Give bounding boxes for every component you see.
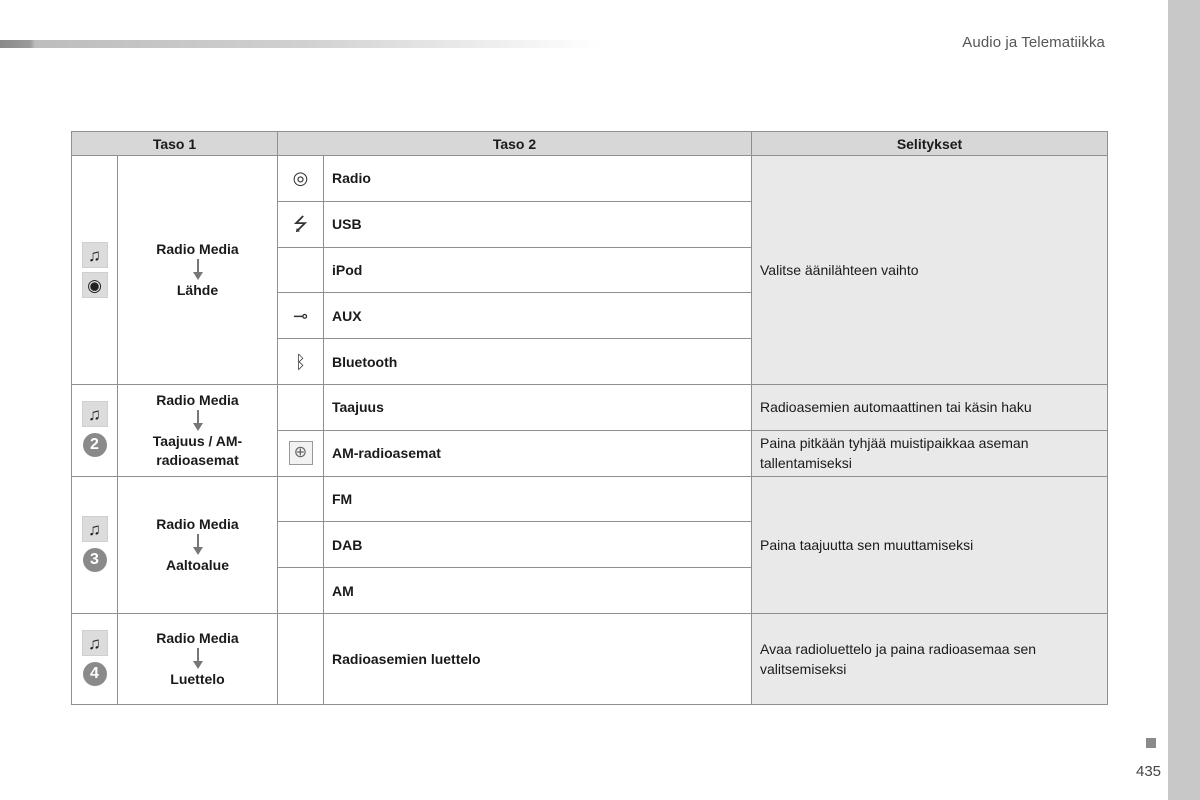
level2-icon-cell	[278, 522, 324, 568]
table-row	[72, 613, 1108, 704]
arrow-down-icon	[192, 259, 204, 281]
level2-label: Bluetooth	[324, 339, 752, 385]
description-cell: Valitse äänilähteen vaihto	[752, 156, 1108, 385]
level2-icon-cell	[278, 247, 324, 293]
level1-bottom-label: Lähde	[176, 281, 219, 298]
level1-cell	[118, 613, 278, 704]
level1-icons	[72, 156, 118, 385]
level2-label: AM	[324, 568, 752, 614]
side-strip	[1168, 0, 1200, 800]
level1-icons	[72, 613, 118, 704]
level2-icon-cell	[278, 293, 324, 339]
level2-label: Radio	[324, 156, 752, 202]
header-level1: Taso 1	[72, 132, 278, 156]
level2-icon-cell	[278, 384, 324, 430]
page-marker	[1146, 738, 1156, 748]
level1-bottom-label: Luettelo	[170, 670, 225, 687]
level1-bottom-label: Taajuus / AM-radioasemat	[152, 432, 243, 468]
level2-label: FM	[324, 476, 752, 522]
step-badge: 4	[83, 662, 107, 686]
arrow-down-icon	[192, 648, 204, 670]
level2-icon-cell	[278, 430, 324, 476]
music-note-icon: ♫	[82, 242, 108, 268]
level2-icon-cell	[278, 156, 324, 202]
level2-icon-cell	[278, 201, 324, 247]
section-title: Audio ja Telematiikka	[962, 34, 1105, 51]
page-number: 435	[1136, 763, 1162, 780]
level2-label: USB	[324, 201, 752, 247]
radio-icon: ◉	[82, 272, 108, 298]
level2-icon-cell	[278, 568, 324, 614]
level2-icon-cell	[278, 339, 324, 385]
level2-label: DAB	[324, 522, 752, 568]
level1-top-label: Radio Media	[156, 240, 239, 257]
arrow-down-icon	[192, 410, 204, 432]
level1-top-label: Radio Media	[156, 515, 239, 532]
level1-cell	[118, 156, 278, 385]
header-bar	[0, 40, 600, 48]
arrow-down-icon	[192, 534, 204, 556]
table-row	[72, 156, 1108, 202]
level1-top-label: Radio Media	[156, 391, 239, 408]
add-preset-icon: ⊕	[289, 441, 313, 465]
table-header-row	[72, 132, 1108, 156]
table-row	[72, 384, 1108, 430]
level2-label: AUX	[324, 293, 752, 339]
description-cell: Paina pitkään tyhjää muistipaikkaa aseman tallentamiseksi	[752, 430, 1108, 476]
music-note-icon: ♫	[82, 630, 108, 656]
level2-label: AM-radioasemat	[324, 430, 752, 476]
description-cell: Radioasemien automaattinen tai käsin haku	[752, 384, 1108, 430]
header-level2: Taso 2	[278, 132, 752, 156]
description-cell: Avaa radioluettelo ja paina radioasemaa sen valitsemiseksi	[752, 613, 1108, 704]
level2-label: Radioasemien luettelo	[324, 613, 752, 704]
usb-icon: ⭍	[293, 214, 308, 235]
step-badge: 3	[83, 548, 107, 572]
description-cell: Paina taajuutta sen muuttamiseksi	[752, 476, 1108, 613]
music-note-icon: ♫	[82, 401, 108, 427]
level1-icons	[72, 476, 118, 613]
level2-icon-cell	[278, 476, 324, 522]
music-note-icon: ♫	[82, 516, 108, 542]
step-badge: 2	[83, 433, 107, 457]
header-description: Selitykset	[752, 132, 1108, 156]
menu-table	[71, 131, 1108, 705]
level1-icons	[72, 384, 118, 476]
radio-icon: ◎	[292, 168, 309, 189]
level1-cell	[118, 476, 278, 613]
level2-label: Taajuus	[324, 384, 752, 430]
table-row	[72, 476, 1108, 522]
level2-label: iPod	[324, 247, 752, 293]
level1-cell	[118, 384, 278, 476]
bluetooth-icon: ᛒ	[295, 351, 306, 372]
level1-top-label: Radio Media	[156, 629, 239, 646]
level2-icon-cell	[278, 613, 324, 704]
aux-icon: ⊸	[292, 305, 309, 326]
level1-bottom-label: Aaltoalue	[165, 556, 229, 573]
